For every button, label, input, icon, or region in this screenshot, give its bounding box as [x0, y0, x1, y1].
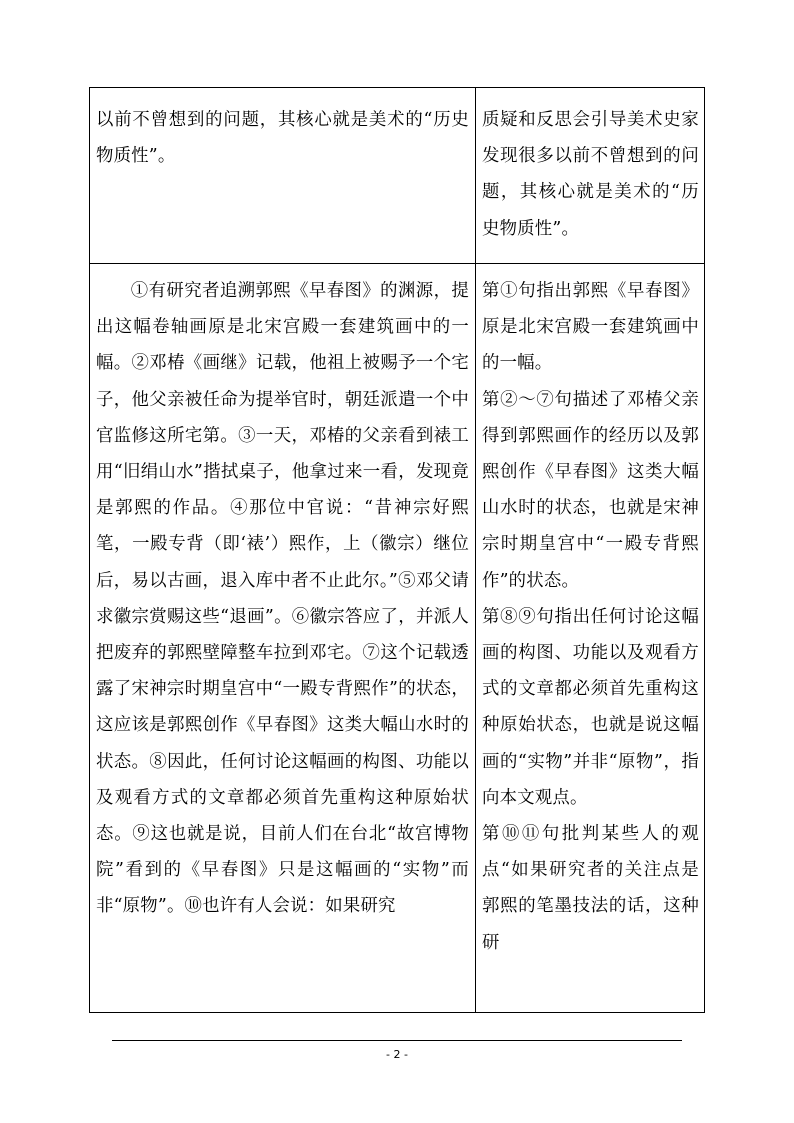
- original-text-cell: [90, 264, 475, 925]
- table-row: [90, 88, 704, 264]
- page-number: - 2 -: [386, 1048, 408, 1061]
- analysis-sentence-10-11: 第⑩⑪句批判某些人的观点“如果研究者的关注点是郭熙的笔墨技法的话，这种研: [482, 824, 699, 953]
- analysis-cell: [476, 264, 704, 961]
- original-text: 以前不曾想到的问题，其核心就是美术的“历史物质性”。: [96, 110, 469, 167]
- analysis-table: [89, 87, 705, 1013]
- footer-divider: [112, 1040, 682, 1041]
- analysis-sentence-1: 第①句指出郭熙《早春图》原是北宋宫殿一套建筑画中的一幅。: [482, 281, 699, 374]
- original-text-cell: [90, 88, 475, 174]
- analysis-text: 质疑和反思会引导美术史家发现很多以前不曾想到的问题，其核心就是美术的“历史物质性”。: [482, 110, 699, 239]
- analysis-sentence-8-9: 第⑧⑨句指出任何讨论这幅画的构图、功能以及观看方式的文章都必须首先重构这种原始状态，也就是说这幅画的“实物”并非“原物”，指向本文观点。: [482, 606, 699, 808]
- table-row: [90, 264, 704, 1012]
- analysis-sentence-2-7: 第②～⑦句描述了邓椿父亲得到郭熙画作的经历以及郭熙创作《早春图》这类大幅山水时的状态，也就是宋神宗时期皇宫中“一殿专背熙作”的状态。: [482, 389, 699, 591]
- analysis-cell: [476, 88, 704, 247]
- original-text: ①有研究者追溯郭熙《早春图》的渊源，提出这幅卷轴画原是北宋宫殿一套建筑画中的一幅。②邓椿《画继》记载，他祖上被赐予一个宅子，他父亲被任命为提举官时，朝廷派遣一个中官监修这所宅第。③一天，邓椿的父亲看到裱工用“旧绢山水”揩拭桌子，他拿过来一看，发现竟是郭熙的作品。④那位中官说：“昔神宗好熙笔，一殿专背（即‘裱’）熙作，上（徽宗）继位后，易以古画，退入库中者不止此尔。”⑤邓父请求徽宗赏赐这些“退画”。⑥徽宗答应了，并派人把废弃的郭熙壁障整车拉到邓宅。⑦这个记载透露了宋神宗时期皇宫中“一殿专背熙作”的状态，这应该是郭熙创作《早春图》这类大幅山水时的状态。⑧因此，任何讨论这幅画的构图、功能以及观看方式的文章都必须首先重构这种原始状态。⑨这也就是说，目前人们在台北“故宫博物院”看到的《早春图》只是这幅画的“实物”而非“原物”。⑩也许有人会说：如果研究: [96, 281, 469, 917]
